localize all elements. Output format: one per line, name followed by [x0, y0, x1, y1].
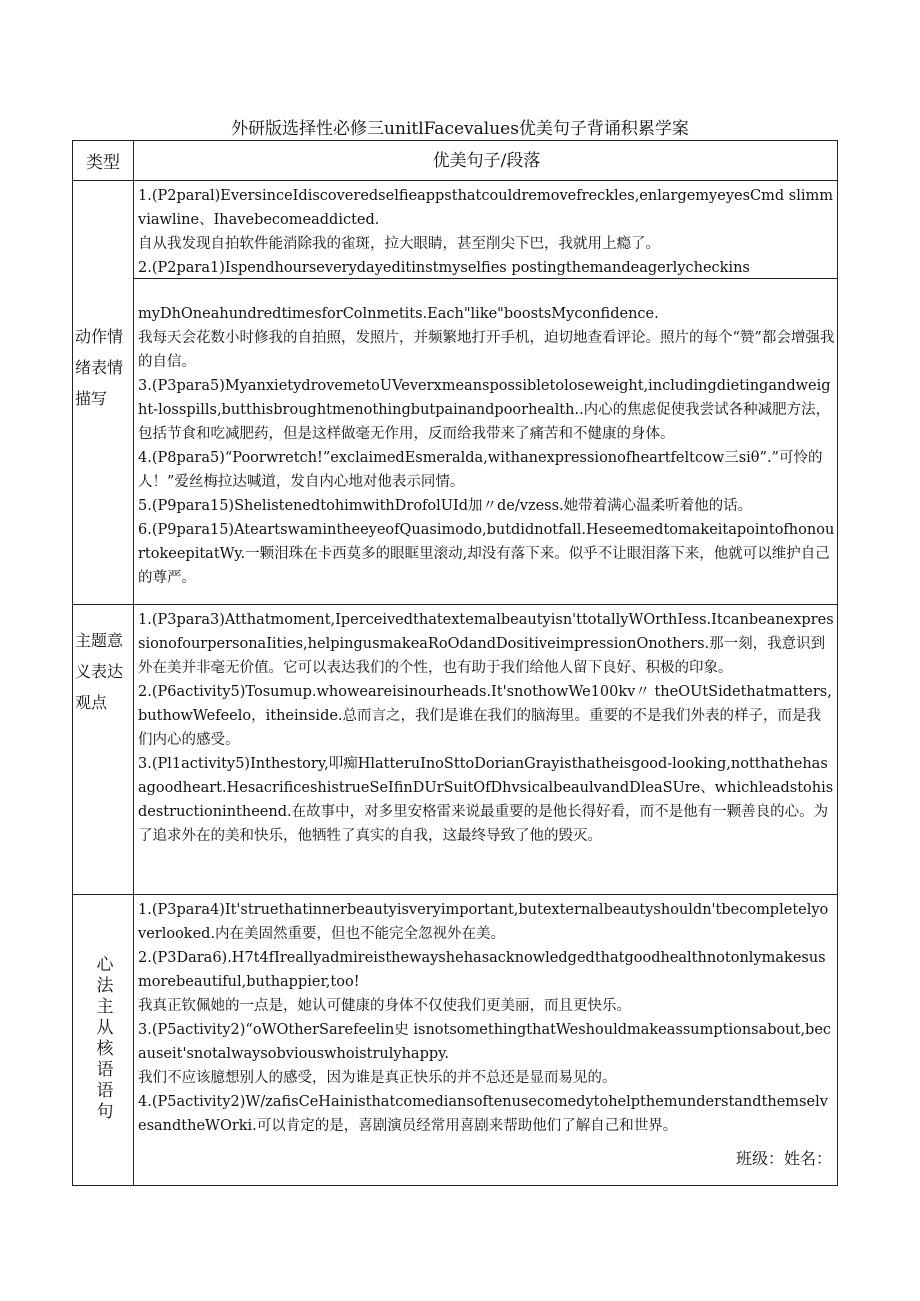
sentence-en-cut: 2.(P2para1)Ispendhourseverydayeditinstmyselfies postingthemandeagerlycheckins [138, 260, 750, 276]
table-row [73, 279, 838, 605]
sentence: 5.(P9para15)ShelistenedtohimwithDrofolUId加〃de/vzess.她带着满心温柔听着他的话。 [138, 498, 753, 514]
header-sentences: 优美句子/段落 [134, 141, 838, 181]
cut-block [138, 184, 835, 276]
sentence-en: 1.(P2paral)EversinceIdiscoveredselfieappsthatcouldremovefreckles,enlargemyeyesCmd slimmviawline、Ihavebecomeaddicted. [138, 188, 833, 228]
sentence-cn: 我们不应该臆想别人的感受，因为谁是真正快乐的并不总还是显而易见的。 [138, 1070, 617, 1086]
table-row [73, 181, 838, 279]
sentence-cn: 我每天会花数小时修我的自拍照，发照片，并频繁地打开手机，迫切地查看评论。照片的每个“赞”都会增强我的自信。 [138, 330, 835, 370]
sentence: 1.(P3para4)It'struethatinnerbeautyisveryimportant,butexternalbeautyshouldn'tbecompletelyoverlooked.内在美固然重要，但也不能完全忽视外在美。 [138, 902, 829, 942]
category-cell [73, 605, 134, 895]
sentence: 1.(P3para3)Atthatmoment,Iperceivedthatextemalbeautyisn'ttotallyWOrthIess.ItcanbeanexpressionofourpersonaIities,helpingusmakeaRoOdandDositiveimpressionOnothers.那一刻，我意识到外在美并非毫无价值。它可以表达我们的个性，也有助于我们给他人留下良好、积极的印象。 [138, 612, 834, 676]
header-type: 类型 [73, 141, 134, 181]
sentence-table [72, 140, 838, 1186]
sentence-en: 3.(P5activity2)“oWOtherSarefeelin史 isnotsomethingthatWeshouldmakeassumptionsabout,becauseit'snotalwaysobviouswhoistrulyhappy. [138, 1022, 832, 1062]
category-cell [73, 895, 134, 1186]
sentence: 4.(P8para5)“Poorwretch!”exclaimedEsmeralda,withanexpressionofheartfeltcow三siθ”.”可怜的人！”爱丝梅拉达喊道，发自内心地对他表示同情。 [138, 450, 823, 490]
sentence: 6.(P9para15)AteartswamintheeyeofQuasimodo,butdidnotfall.HeseemedtomakeitapointofhonourtokeepitatWy.一颗泪珠在卡西莫多的眼眶里滚动,却没有落下来。似乎不让眼泪落下来，他就可以维护自己的尊严。 [138, 522, 835, 586]
sentence-cell [134, 181, 838, 279]
table-header-row [73, 141, 838, 181]
sentence-cn: 自从我发现自拍软件能消除我的雀斑，拉大眼睛，甚至削尖下巴，我就用上瘾了。 [138, 236, 660, 252]
sentence-cell [134, 279, 838, 605]
sentence: 3.(Pl1activity5)Inthestory,叩痴HlatteruInoSttoDorianGrayisthatheisgood-looking,notthathehasagoodheart.HesacrificeshistrueSeIfinDUrSuitOfDhvsicalbeaulvandDleaSUre、whichleadstohisdestructionintheend.在故事中，对多里安格雷来说最重要的是他长得好看，而不是他有一颗善良的心。为了追求外在的美和快乐，他牺牲了真实的自我，这最终导致了他的毁灭。 [138, 756, 834, 844]
sentence-cell [134, 895, 838, 1186]
sentence: 3.(P3para5)MyanxietydrovemetoUVeverxmeanspossibletoloseweight,includingdietingandweight-losspills,butthisbroughtmenothingbutpainandpoorhealth..内心的焦虑促使我尝试各种减肥方法，包括节食和吃减肥药，但是这样做毫无作用，反而给我带来了痛苦和不健康的身体。 [138, 378, 831, 442]
sentence-cn: 我真正钦佩她的一点是，她认可健康的身体不仅使我们更美丽，而且更快乐。 [138, 998, 631, 1014]
sentence-cell [134, 605, 838, 895]
sentence: 4.(P5activity2)W/zafisCeHainisthatcomediansoftenusecomedytohelpthemunderstandthemselvesandtheWOrki.可以肯定的是，喜剧演员经常用喜剧来帮助他们了解自己和世界。 [138, 1094, 828, 1134]
category-label: 心法主从核语语句 [92, 955, 113, 1123]
table-row [73, 605, 838, 895]
category-cell [73, 181, 134, 605]
sentence-en: 2.(P3Dara6).H7t4fIreallyadmireisthewayshehasacknowledgedthatgoodhealthnotonlymakesusmorebeautiful,buthappier,too! [138, 950, 826, 990]
table-row [73, 895, 838, 1186]
page-title: 外研版选择性必修三unitlFacevalues优美句子背诵积累学案 [231, 119, 689, 139]
category-label: 主题意义表达观点 [75, 631, 124, 712]
footer-class-name: 班级：姓名： [736, 1149, 833, 1168]
sentence: 2.(P6activity5)Tosumup.whoweareisinourheads.It'snothowWe100kv〃 theOUtSidethatmatters,buthowWefeelo，itheinside.总而言之，我们是谁在我们的脑海里。重要的不是我们外表的样子，而是我们内心的感受。 [138, 684, 832, 748]
sentence-en: myDhOneahundredtimesforColnmetits.Each"like"boostsMyconfidence. [138, 306, 659, 322]
category-label: 动作情绪表情描写 [75, 327, 124, 408]
